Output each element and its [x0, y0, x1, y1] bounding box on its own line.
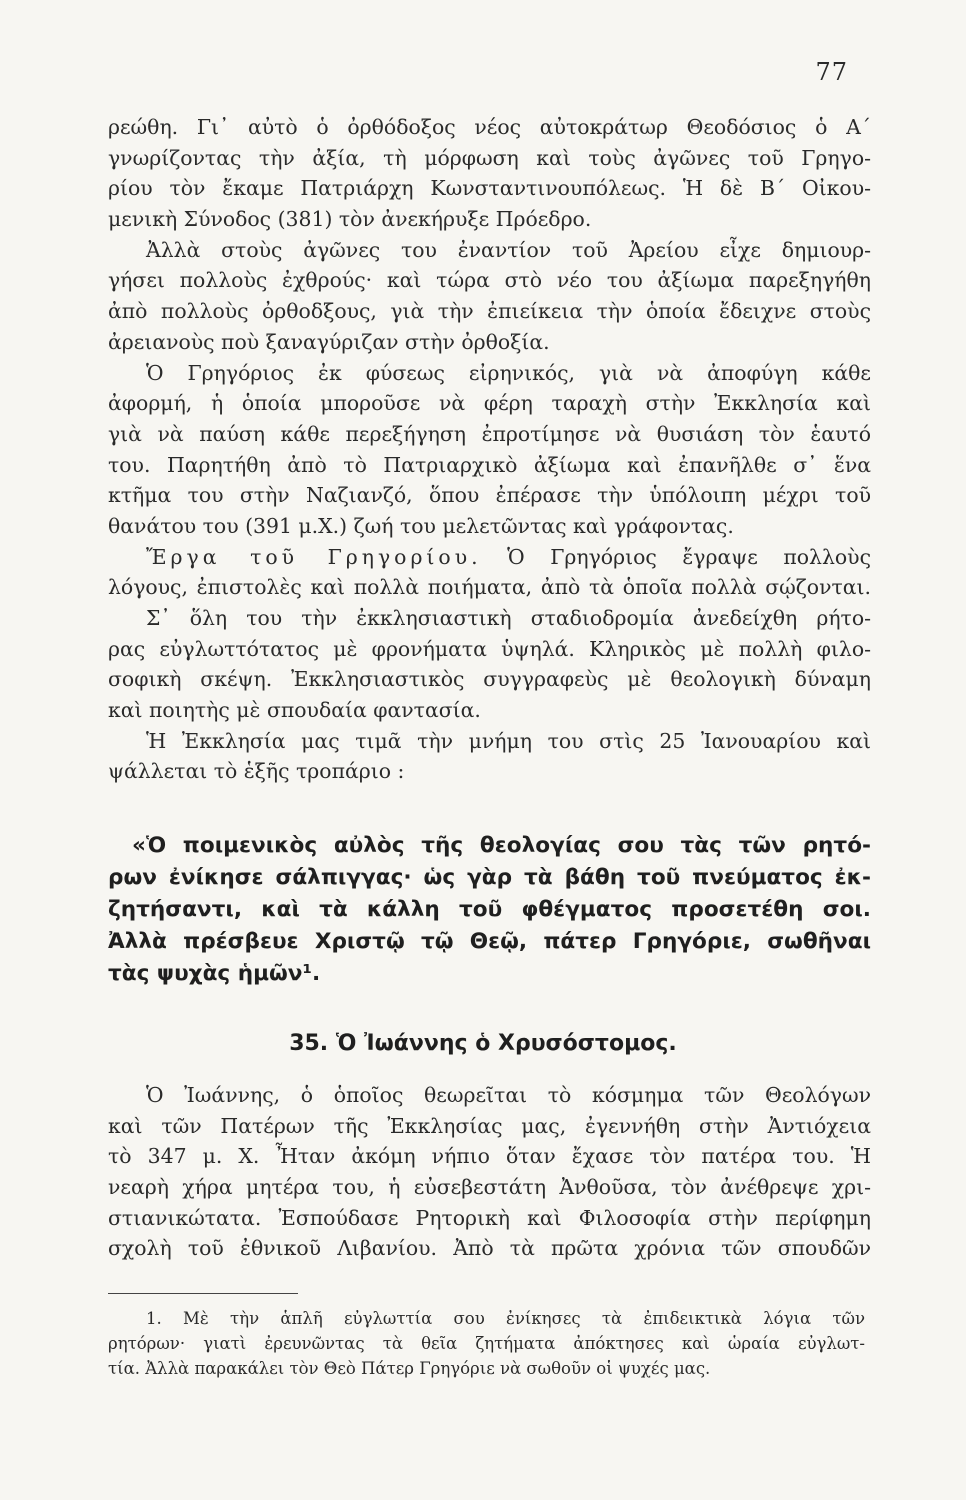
troparion-line: ζητήσαντι, καὶ τὰ κάλλη τοῦ φθέγματος προσετέθη σοι. [108, 897, 871, 922]
footnote-line: τία. Ἀλλὰ παρακάλει τὸν Θεὸ Πάτερ Γρηγόριε νὰ σωθοῦν οἱ ψυχές μας. [108, 1359, 711, 1378]
text-line: γήσει πολλοὺς ἐχθρούς· καὶ τώρα στὸ νέο του ἀξίωμα παρεξηγήθη [108, 268, 871, 293]
text-line: Ὁ Ἰωάννης, ὁ ὁποῖος θεωρεῖται τὸ κόσμημα τῶν Θεολόγων [146, 1083, 871, 1107]
body-text-block-1 [108, 112, 871, 787]
text-line: στιανικώτατα. Ἐσπούδασε Ρητορικὴ καὶ Φιλοσοφία στὴν περίφημη [108, 1205, 871, 1230]
works-heading-rest: Ὁ Γρηγόριος ἔγραψε πολλοὺς [481, 544, 871, 569]
text-line: ρίου τὸν ἔκαμε Πατριάρχη Κωνσταντινουπόλεως. Ἡ δὲ Β´ Οἰκου- [108, 176, 871, 201]
text-line: Σ᾽ ὅλη του τὴν ἐκκλησιαστικὴ σταδιοδρομία ἀνεδείχθη ρήτο- [146, 606, 871, 630]
works-heading-line [108, 542, 871, 573]
text-line: ρας εὐγλωττότατος μὲ φρονήματα ὑψηλά. Κληρικὸς μὲ πολλὴ φιλο- [108, 636, 871, 661]
text-line: καὶ ποιητὴς μὲ σπουδαία φαντασία. [108, 698, 481, 723]
footnote-line: 1. Μὲ τὴν ἁπλῆ εὐγλωττία σου ἐνίκησες τὰ ἐπιδεικτικὰ λόγια τῶν [146, 1309, 865, 1328]
text-line: Ἡ Ἐκκλησία μας τιμᾶ τὴν μνήμη του στὶς 25 Ἰανουαρίου καὶ [146, 728, 871, 753]
text-line: ἀπὸ πολλοὺς ὀρθοδξους, γιὰ τὴν ἐπιείκεια τὴν ὁποία ἔδειχνε στοὺς [108, 299, 871, 324]
text-line: μενικὴ Σύνοδος (381) τὸν ἀνεκήρυξε Πρόεδρο. [108, 207, 592, 232]
text-line: σοφικὴ σκέψη. Ἐκκλησιαστικὸς συγγραφεὺς μὲ θεολογικὴ δύναμη [108, 667, 871, 692]
text-line: του. Παρητήθη ἀπὸ τὸ Πατριαρχικὸ ἀξίωμα καὶ ἐπανῆλθε σ᾽ ἕνα [108, 452, 871, 477]
troparion-line: Ἀλλὰ πρέσβευε Χριστῷ τῷ Θεῷ, πάτερ Γρηγόριε, σωθῆναι [108, 929, 871, 954]
footnote-divider [108, 1293, 298, 1294]
troparion-line: ρων ἐνίκησε σάλπιγγας· ὡς γὰρ τὰ βάθη τοῦ πνεύματος ἐκ- [108, 865, 871, 890]
text-line: σχολὴ τοῦ ἐθνικοῦ Λιβανίου. Ἀπὸ τὰ πρῶτα χρόνια τῶν σπουδῶν [108, 1236, 871, 1261]
footnote [108, 1306, 865, 1381]
body-text-block-2 [108, 1080, 871, 1264]
works-heading: Ἔργα τοῦ Γρηγορίου. [146, 544, 482, 569]
text-line: Ὁ Γρηγόριος ἐκ φύσεως εἰρηνικός, γιὰ νὰ ἀποφύγη κάθε [146, 360, 871, 385]
text-line: τὸ 347 μ. Χ. Ἦταν ἀκόμη νήπιο ὅταν ἔχασε τὸν πατέρα του. Ἡ [108, 1144, 871, 1169]
troparion-line: τὰς ψυχὰς ἡμῶν¹. [108, 961, 321, 986]
text-line: νεαρὴ χήρα μητέρα του, ἡ εὐσεβεστάτη Ἀνθοῦσα, τὸν ἀνέθρεψε χρι- [108, 1175, 871, 1200]
text-line: κτῆμα του στὴν Ναζιανζό, ὅπου ἐπέρασε τὴν ὑπόλοιπη μέχρι τοῦ [108, 483, 871, 508]
section-heading: 35. Ὁ Ἰωάννης ὁ Χρυσόστομος. [289, 1031, 677, 1056]
troparion-line: «Ὁ ποιμενικὸς αὐλὸς τῆς θεολογίας σου τὰς τῶν ρητό- [132, 833, 871, 858]
troparion [108, 830, 871, 990]
text-line: θανάτου του (391 μ.Χ.) ζωή του μελετῶντας καὶ γράφοντας. [108, 513, 734, 538]
text-line: ἀρειανοὺς ποὺ ξαναγύριζαν στὴν ὀρθοξία. [108, 329, 550, 354]
text-line: ψάλλεται τὸ ἑξῆς τροπάριο : [108, 759, 405, 784]
text-line: λόγους, ἐπιστολὲς καὶ πολλὰ ποιήματα, ἀπὸ τὰ ὁποῖα πολλὰ σῴζονται. [108, 575, 871, 600]
text-line: ρεώθη. Γι᾽ αὐτὸ ὁ ὀρθόδοξος νέος αὐτοκράτωρ Θεοδόσιος ὁ Α´ [108, 115, 871, 139]
text-line: καὶ τῶν Πατέρων τῆς Ἐκκλησίας μας, ἐγεννήθη στὴν Ἀντιόχεια [108, 1113, 871, 1138]
text-line: γιὰ νὰ παύση κάθε περεξήγηση ἐπροτίμησε νὰ θυσιάση τὸν ἑαυτό [108, 421, 871, 446]
footnote-line: ρητόρων· γιατὶ ἐρευνῶντας τὰ θεῖα ζητήματα ἀπόκτησες καὶ ὡραία εὐγλωτ- [108, 1334, 865, 1353]
page-number: 77 [815, 58, 848, 86]
text-line: Ἀλλὰ στοὺς ἀγῶνες του ἐναντίον τοῦ Ἀρείου εἶχε δημιουρ- [146, 237, 871, 262]
text-line: ἀφορμή, ἡ ὁποία μποροῦσε νὰ φέρη ταραχὴ στὴν Ἐκκλησία καὶ [108, 391, 871, 416]
text-line: γνωρίζοντας τὴν ἀξία, τὴ μόρφωση καὶ τοὺς ἀγῶνες τοῦ Γρηγο- [108, 145, 871, 170]
